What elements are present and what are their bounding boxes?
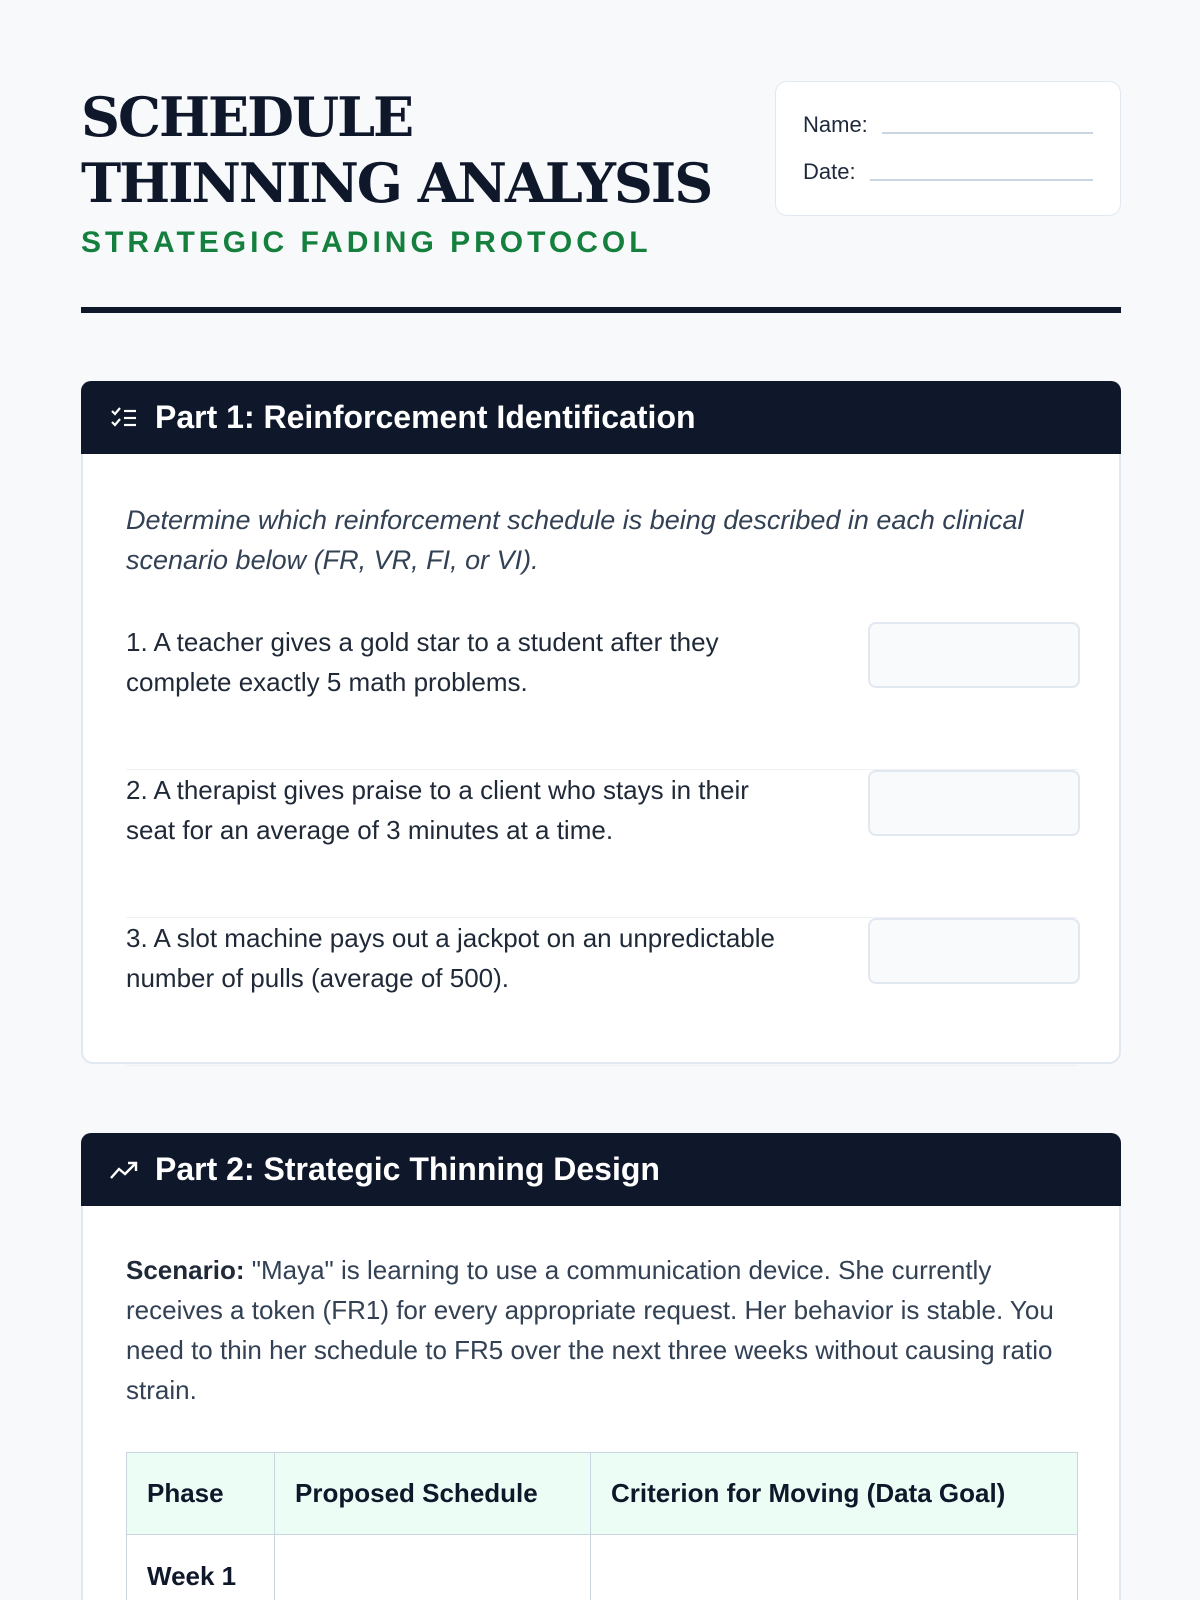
question-3 bbox=[126, 918, 1078, 1066]
column-header-criterion: Criterion for Moving (Data Goal) bbox=[591, 1453, 1078, 1535]
name-field[interactable] bbox=[882, 132, 1093, 134]
header-divider bbox=[81, 307, 1121, 313]
trending-up-icon bbox=[109, 1155, 139, 1185]
part1-instructions: Determine which reinforcement schedule is being described in each clinical scenario below (FR, VR, FI, or VI). bbox=[126, 505, 1024, 575]
thinning-plan-table bbox=[126, 1452, 1078, 1600]
part1-body bbox=[81, 454, 1121, 1064]
column-header-schedule: Proposed Schedule bbox=[275, 1453, 591, 1535]
criterion-cell[interactable] bbox=[591, 1535, 1078, 1600]
question-2-answer-box[interactable] bbox=[868, 770, 1080, 836]
part1-title: Part 1: Reinforcement Identification bbox=[155, 399, 696, 435]
table-row bbox=[127, 1535, 1078, 1600]
question-3-text: 3. A slot machine pays out a jackpot on an unpredictable number of pulls (average of 500). bbox=[126, 923, 775, 993]
phase-cell: Week 1 bbox=[127, 1535, 275, 1600]
part2-title: Part 2: Strategic Thinning Design bbox=[155, 1151, 660, 1187]
part1-header bbox=[81, 381, 1121, 454]
scenario-text: "Maya" is learning to use a communication device. She currently receives a token (FR1) for every appropriate request. Her behavior is stable. You need to thin her schedule to FR5 over the next three weeks without causing ratio strain. bbox=[126, 1255, 1054, 1405]
page-title: SCHEDULE THINNING ANALYSIS bbox=[81, 85, 712, 215]
question-1-answer-box[interactable] bbox=[868, 622, 1080, 688]
scenario-paragraph bbox=[126, 1250, 1086, 1410]
date-row bbox=[803, 159, 1093, 185]
name-date-card bbox=[775, 81, 1121, 216]
part2-body bbox=[81, 1206, 1121, 1600]
column-header-phase: Phase bbox=[127, 1453, 275, 1535]
question-1 bbox=[126, 622, 1078, 770]
date-field[interactable] bbox=[870, 179, 1093, 181]
checklist-icon bbox=[109, 403, 139, 433]
name-row bbox=[803, 112, 1093, 138]
table-header-row bbox=[127, 1453, 1078, 1535]
part2-header bbox=[81, 1133, 1121, 1206]
question-2 bbox=[126, 770, 1078, 918]
schedule-cell[interactable] bbox=[275, 1535, 591, 1600]
question-1-text: 1. A teacher gives a gold star to a student after they complete exactly 5 math problems. bbox=[126, 627, 719, 697]
scenario-label: Scenario: bbox=[126, 1255, 245, 1285]
question-3-answer-box[interactable] bbox=[868, 918, 1080, 984]
name-label: Name: bbox=[803, 112, 868, 137]
page-subtitle: STRATEGIC FADING PROTOCOL bbox=[81, 226, 652, 259]
question-2-text: 2. A therapist gives praise to a client who stays in their seat for an average of 3 minutes at a time. bbox=[126, 775, 749, 845]
date-label: Date: bbox=[803, 159, 856, 184]
